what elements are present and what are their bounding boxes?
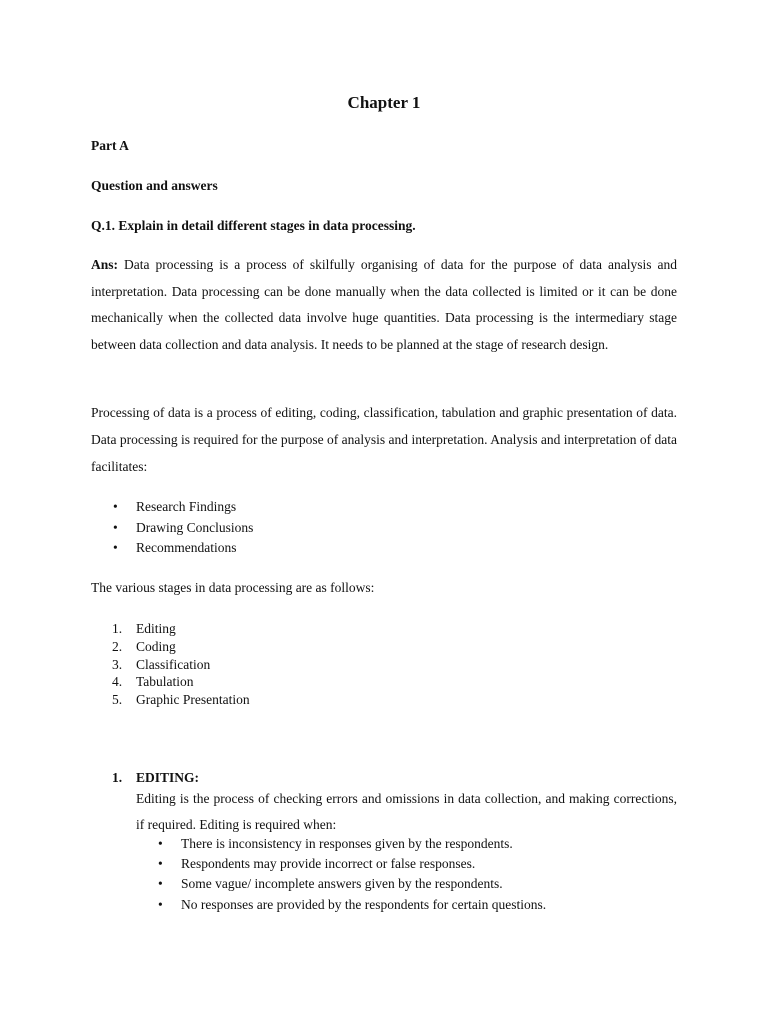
stage-label: Graphic Presentation (136, 692, 250, 708)
answer-paragraph (91, 252, 677, 359)
answer-label: Ans: (91, 257, 119, 272)
list-number: 1. (112, 621, 123, 636)
question-text: Q.1. Explain in detail different stages in data processing. (91, 218, 416, 233)
list-item: • There is inconsistency in responses given by the respondents. (136, 834, 546, 854)
list-number: 4. (112, 674, 123, 690)
list-item (91, 673, 250, 691)
chapter-title: Chapter 1 (347, 93, 421, 112)
stage-label: Tabulation (136, 674, 194, 690)
list-item (91, 620, 250, 638)
list-number: 2. (112, 638, 123, 654)
answer-text: Data processing is a process of skilfully organising of data for the purpose of data analysis and interpretation. Data processing can be done manually when the data collected is limited or it can be done mechanically when the collected data involve huge quantities. Data processing is the intermediary stage between data collection and data analysis. It needs to be planned at the stage of research design. (91, 257, 678, 353)
editing-heading (112, 770, 199, 786)
stage-label: Editing (136, 621, 176, 636)
editing-title: EDITING: (136, 770, 200, 785)
section-heading: Question and answers (91, 178, 218, 193)
facilitates-list (91, 497, 253, 559)
list-item: • Respondents may provide incorrect or false responses. (136, 854, 546, 874)
list-number: 5. (112, 692, 123, 708)
list-item: • Recommendations (91, 538, 253, 559)
list-item: • Some vague/ incomplete answers given by the respondents. (136, 874, 546, 894)
list-item (91, 638, 250, 656)
editing-paragraph: Editing is the process of checking errors and omissions in data collection, and making corrections, if required. Editing is required when: (136, 791, 677, 832)
list-item: • Drawing Conclusions (91, 518, 253, 539)
list-item (91, 656, 250, 674)
list-item (91, 691, 250, 709)
stages-intro: The various stages in data processing are as follows: (91, 580, 375, 595)
part-label: Part A (91, 138, 129, 153)
stages-list (91, 620, 250, 709)
editing-list (136, 834, 546, 915)
list-item: • No responses are provided by the respondents for certain questions. (136, 895, 546, 915)
editing-number: 1. (112, 770, 123, 785)
list-number: 3. (112, 656, 123, 672)
list-item: • Research Findings (91, 497, 253, 518)
stage-label: Classification (136, 656, 211, 672)
stage-label: Coding (136, 638, 176, 654)
processing-paragraph: Processing of data is a process of editing, coding, classification, tabulation and graphic presentation of data. Data processing is required for the purpose of analysis and interpretation. Analysis and interpretation of data facilitates: (91, 405, 677, 474)
